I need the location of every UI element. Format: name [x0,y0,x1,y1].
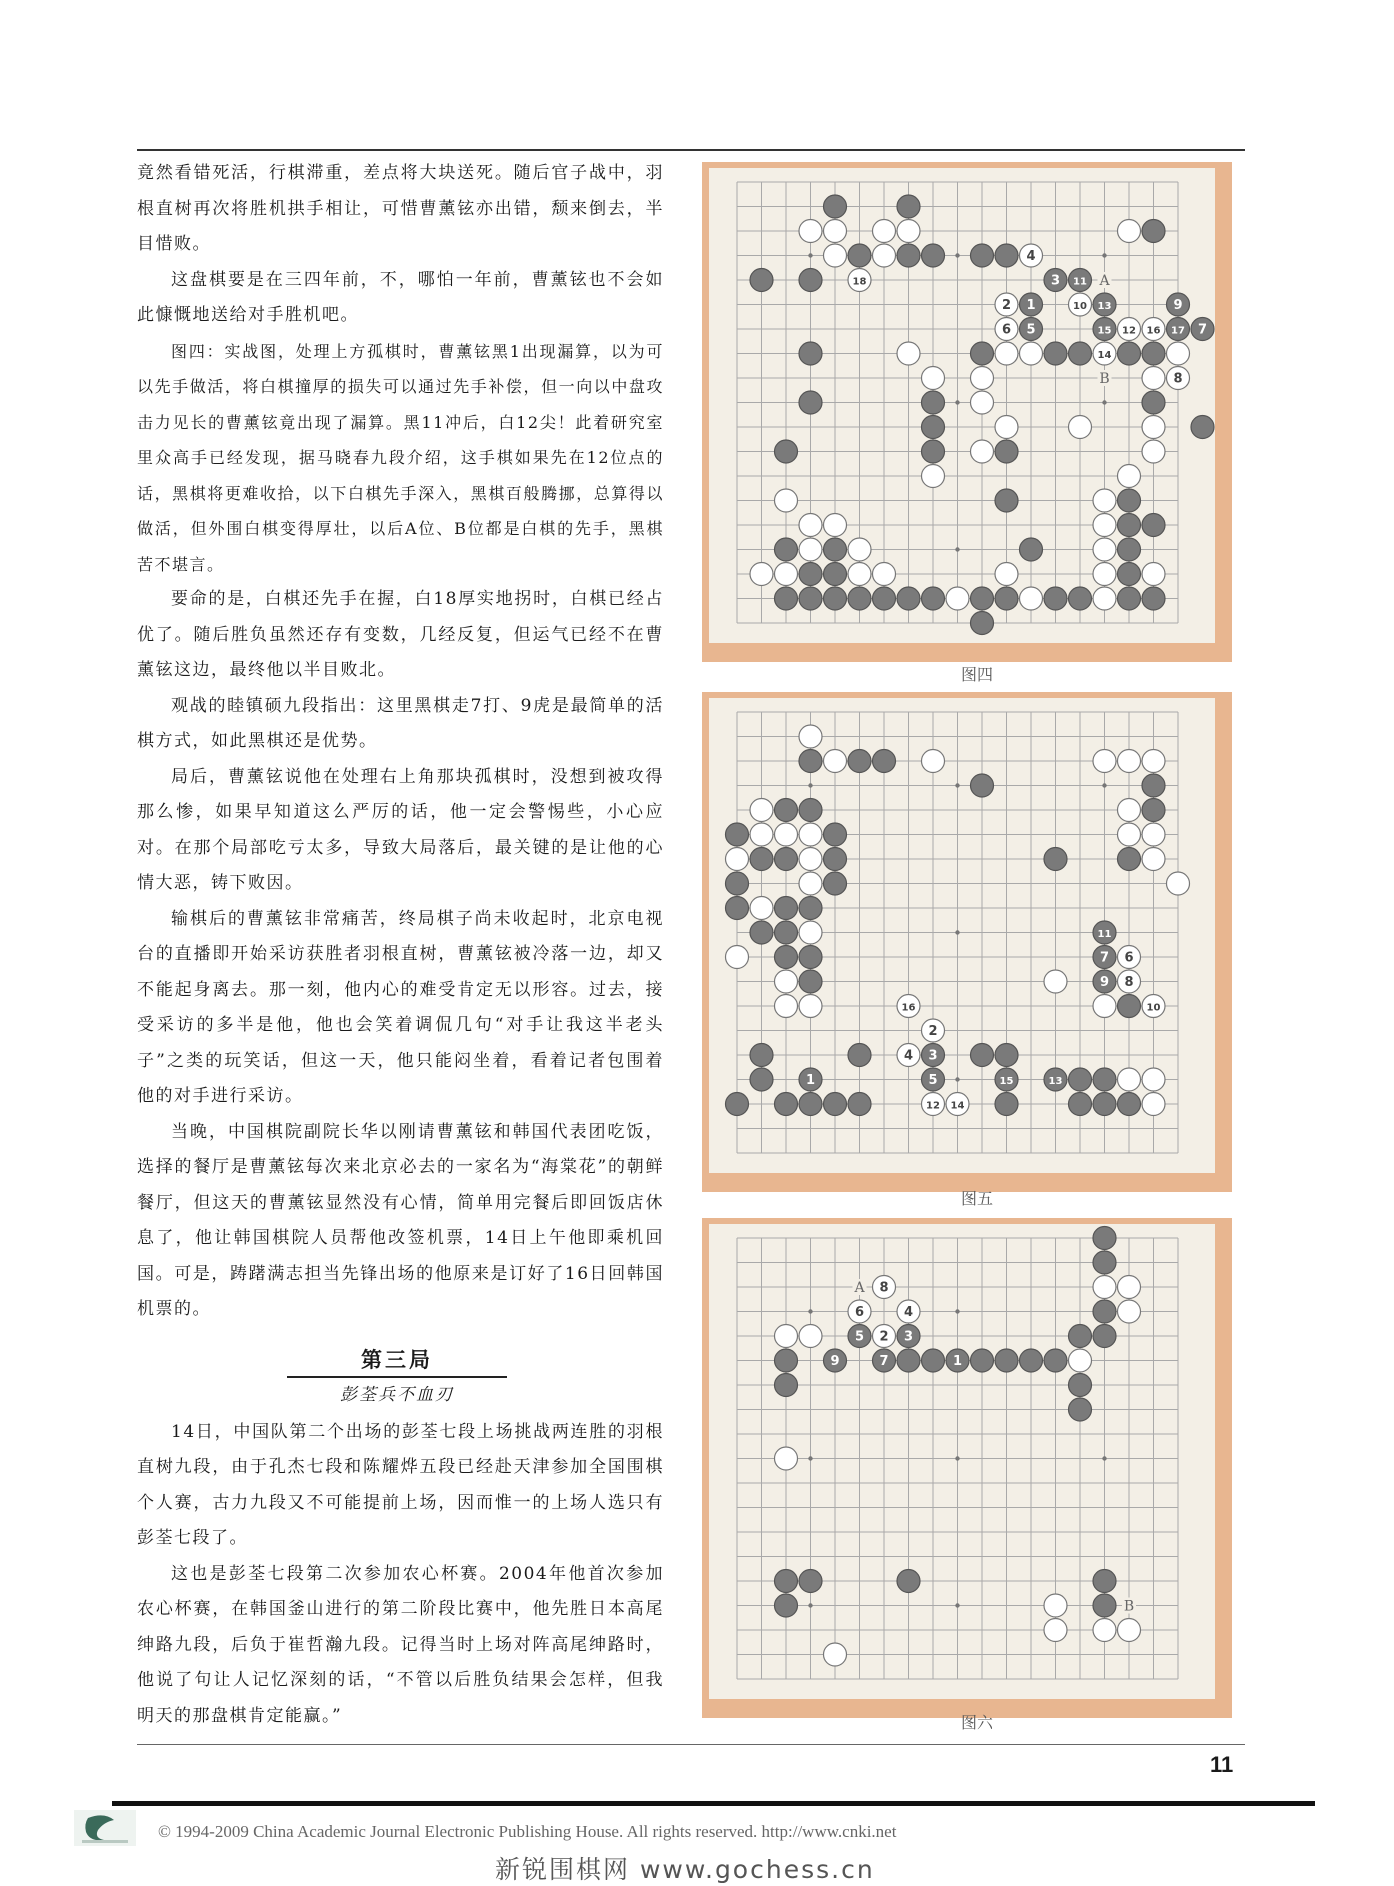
white-stone [873,244,896,267]
black-stone [848,244,871,267]
white-stone [848,538,871,561]
go-diagram-5 [702,692,1232,1192]
white-stone [897,342,920,365]
white-stone [1020,342,1043,365]
white-stone [1093,587,1116,610]
black-stone [971,587,994,610]
move-number-label: 6 [1001,322,1012,338]
paragraph-figure4-note: 图四：实战图，处理上方孤棋时，曹薰铉黑1出现漏算，以为可以先手做活，将白棋撞厚的损失可以通过先手补偿，但一向以中盘攻击力见长的曹薰铉竟出现了漏算。黑11冲后，白12尖！此着研究室里众高手已经发现，据马晓春九段介绍，这手棋如果先在12位点的话，黑棋将更难收拾，以下白棋先手深入，黑棋百般腾挪，总算得以做活，但外围白棋变得厚壮，以后A位、B位都是白棋的先手，黑棋苦不堪言。 [137,341,664,574]
move-number-label: 6 [1124,950,1134,966]
white-stone [873,563,896,586]
black-stone [1142,391,1165,414]
black-stone [775,1570,798,1593]
white-stone [1118,220,1141,243]
white-stone [1093,995,1116,1018]
black-stone [775,799,798,822]
black-stone [750,269,773,292]
white-stone [1044,1619,1067,1642]
black-stone [1118,1093,1141,1116]
black-stone [971,1044,994,1067]
black-stone [1020,538,1043,561]
black-stone [775,946,798,969]
white-stone [995,342,1018,365]
black-stone [1093,1068,1116,1091]
black-stone [995,587,1018,610]
move-number-label: 12 [926,1100,940,1112]
black-stone [824,563,847,586]
black-stone [726,872,749,895]
black-stone [1118,489,1141,512]
white-stone [1142,1068,1165,1091]
article-column [137,156,664,1734]
black-stone [799,750,822,773]
move-number-label: 8 [1124,975,1134,990]
move-number-label: 8 [879,1280,889,1296]
black-stone [971,342,994,365]
black-stone [775,1374,798,1397]
black-stone [775,1594,798,1617]
white-stone [873,220,896,243]
black-stone [1093,1300,1116,1323]
move-number-label: 9 [830,1354,840,1369]
black-stone [775,921,798,944]
white-stone [995,416,1018,439]
white-stone [1142,750,1165,773]
point-letter-label: B [1099,371,1110,387]
black-stone [971,1349,994,1372]
go-board-6 [702,1218,1232,1718]
black-stone [1020,1349,1043,1372]
black-stone [971,612,994,635]
white-stone [946,587,969,610]
black-stone [824,823,847,846]
move-number-label: 15 [999,1076,1014,1087]
black-stone [1069,1398,1092,1421]
white-stone [1118,750,1141,773]
black-stone [799,1093,822,1116]
site-watermark: 新锐围棋网 www.gochess.cn [495,1855,875,1884]
white-stone [775,995,798,1018]
white-stone [1093,1276,1116,1299]
move-number-label: 1 [952,1354,963,1369]
black-stone [1142,220,1165,243]
black-stone [1118,538,1141,561]
white-stone [1093,538,1116,561]
move-number-label: 6 [854,1305,865,1320]
black-stone [1142,342,1165,365]
black-stone [897,195,920,218]
black-stone [995,440,1018,463]
white-stone [1118,1276,1141,1299]
black-stone [824,587,847,610]
white-stone [897,220,920,243]
move-number-label: 4 [903,1305,914,1320]
move-number-label: 13 [1097,301,1112,312]
point-letter-label: B [1123,1598,1135,1615]
section-subtitle: 彭荃兵不血刃 [340,1384,454,1405]
black-stone [971,244,994,267]
caption-figure-6: 图六 [960,1713,993,1732]
black-stone [1069,1093,1092,1116]
section-title: 第三局 [287,1344,507,1378]
white-stone [799,872,822,895]
move-number-label: 16 [1146,325,1161,337]
black-stone [995,489,1018,512]
black-stone [1093,1325,1116,1348]
white-stone [1069,416,1092,439]
black-stone [1093,1594,1116,1617]
white-stone [1142,416,1165,439]
white-stone [848,563,871,586]
white-stone [775,1447,798,1470]
go-board-4 [702,162,1232,662]
black-stone [995,244,1018,267]
black-stone [775,440,798,463]
go-diagram-6 [702,1218,1232,1718]
white-stone [1093,1619,1116,1642]
white-stone [1142,1093,1165,1116]
black-stone [848,1044,871,1067]
move-number-label: 12 [1122,325,1136,337]
black-stone [1118,587,1141,610]
black-stone [775,587,798,610]
white-stone [1093,514,1116,537]
black-stone [1118,848,1141,871]
white-stone [1118,1068,1141,1091]
white-stone [1020,587,1043,610]
caption-figure-5: 图五 [960,1189,993,1208]
black-stone [775,1093,798,1116]
black-stone [1142,774,1165,797]
black-stone [750,848,773,871]
black-stone [922,391,945,414]
paragraph-8: 当晚，中国棋院副院长华以刚请曹薰铉和韩国代表团吃饭，选择的餐厅是曹薰铉每次来北京必去的一家名为“海棠花”的朝鲜餐厅，但这天的曹薰铉显然没有心情，简单用完餐后即回饭店休息了，他让韩国棋院人员帮他改签机票，14日上午他即乘机回国。可是，踌躇满志担当先锋出场的他原来是订好了16日回韩国机票的。 [137,1121,664,1319]
black-stone [995,1093,1018,1116]
move-number-label: 2 [928,1024,938,1039]
white-stone [750,823,773,846]
black-stone [1142,514,1165,537]
black-stone [1118,342,1141,365]
move-number-label: 3 [903,1329,914,1345]
black-stone [799,269,822,292]
white-stone [995,563,1018,586]
go-board-5 [702,692,1232,1192]
move-number-label: 2 [1001,298,1012,313]
white-stone [799,995,822,1018]
black-stone [873,587,896,610]
black-stone [1044,587,1067,610]
black-stone [750,1044,773,1067]
white-stone [971,391,994,414]
black-stone [799,1570,822,1593]
white-stone [1118,823,1141,846]
move-number-label: 2 [879,1329,889,1345]
black-stone [897,244,920,267]
move-number-label: 1 [805,1073,816,1088]
white-stone [1093,489,1116,512]
white-stone [1069,1349,1092,1372]
white-stone [750,563,773,586]
black-stone [1093,1570,1116,1593]
paragraph-9: 14日，中国队第二个出场的彭荃七段上场挑战两连胜的羽根直树九段，由于孔杰七段和陈耀烨五段已经赴天津参加全国围棋个人赛，古力九段又不可能提前上场，因而惟一的上场人选只有彭荃七段了。 [137,1421,664,1548]
point-letter-label: A [1099,273,1110,289]
black-stone [897,1570,920,1593]
move-number-label: 3 [928,1048,938,1064]
move-number-label: 10 [1073,301,1087,312]
cnki-logo-icon [74,1810,136,1846]
paragraph-10: 这也是彭荃七段第二次参加农心杯赛。2004年他首次参加农心杯赛，在韩国釜山进行的第二阶段比赛中，他先胜日本高尾绅路九段，后负于崔哲瀚九段。记得当时上场对阵高尾绅路时，他说了句让人记忆深刻的话，“不管以后胜负结果会怎样，但我明天的那盘棋肯定能赢。” [137,1563,664,1726]
white-stone [971,367,994,390]
paragraph-1: 竟然看错死活，行棋滞重，差点将大块送死。随后官子战中，羽根直树再次将胜机拱手相让，可惜曹薰铉亦出错，颓来倒去，半目惜败。 [137,163,664,254]
black-stone [1142,799,1165,822]
move-number-label: 11 [1097,929,1112,940]
black-stone [922,1349,945,1372]
white-stone [799,921,822,944]
black-stone [848,1093,871,1116]
black-stone [799,897,822,920]
black-stone [1044,342,1067,365]
move-number-label: 5 [1026,322,1036,338]
black-stone [799,563,822,586]
black-stone [873,750,896,773]
black-stone [1069,1374,1092,1397]
black-stone [824,848,847,871]
white-stone [775,823,798,846]
black-stone [922,416,945,439]
white-stone [824,244,847,267]
white-stone [1142,367,1165,390]
move-number-label: 4 [903,1048,914,1064]
paragraph-6: 局后，曹薰铉说他在处理右上角那块孤棋时，没想到被攻得那么惨，如果早知道这么严厉的话，他一定会警惕些，小心应对。在那个局部吃亏太多，导致大局落后，最关键的是让他的心情大恶，铸下败因。 [137,766,664,893]
black-stone [1142,587,1165,610]
white-stone [1118,465,1141,488]
top-rule [137,149,1245,151]
black-stone [995,1044,1018,1067]
move-number-label: 14 [950,1100,965,1112]
black-stone [775,848,798,871]
move-number-label: 4 [1026,249,1036,264]
black-stone [775,1349,798,1372]
white-stone [750,799,773,822]
white-stone [726,848,749,871]
move-number-label: 3 [1050,273,1061,289]
move-number-label: 7 [1099,950,1110,966]
white-stone [1044,970,1067,993]
white-stone [1142,563,1165,586]
white-stone [1142,848,1165,871]
black-stone [775,897,798,920]
white-stone [1044,1594,1067,1617]
white-stone [1142,440,1165,463]
black-stone [995,1349,1018,1372]
move-number-label: 14 [1097,350,1112,361]
white-stone [824,220,847,243]
black-stone [799,970,822,993]
white-stone [726,946,749,969]
black-stone [726,1093,749,1116]
white-stone [1118,799,1141,822]
black-stone [922,440,945,463]
move-number-label: 5 [928,1073,938,1088]
black-stone [971,774,994,797]
white-stone [799,514,822,537]
white-stone [799,848,822,871]
white-stone [775,970,798,993]
white-stone [775,489,798,512]
go-diagram-4 [702,162,1232,662]
white-stone [824,1643,847,1666]
white-stone [799,823,822,846]
black-stone [848,750,871,773]
black-stone [799,587,822,610]
black-stone [1118,514,1141,537]
footer-heavy-rule [112,1801,1315,1806]
black-stone [897,1349,920,1372]
black-stone [1069,1325,1092,1348]
black-stone [1069,342,1092,365]
white-stone [775,1325,798,1348]
move-number-label: 1 [1026,298,1036,313]
white-stone [824,514,847,537]
black-stone [799,946,822,969]
bottom-rule [137,1744,1245,1745]
move-number-label: 16 [901,1002,916,1014]
move-number-label: 17 [1171,325,1185,337]
black-stone [1044,1349,1067,1372]
white-stone [1093,563,1116,586]
black-stone [1044,848,1067,871]
move-number-label: 10 [1146,1002,1161,1014]
black-stone [1093,1251,1116,1274]
caption-figure-4: 图四 [960,665,993,684]
move-number-label: 8 [1173,371,1183,387]
white-stone [750,897,773,920]
black-stone [799,391,822,414]
white-stone [824,750,847,773]
white-stone [922,750,945,773]
white-stone [799,725,822,748]
black-stone [1093,1093,1116,1116]
black-stone [726,897,749,920]
paragraph-5: 观战的睦镇硕九段指出：这里黑棋走7打、9虎是最简单的活棋方式，如此黑棋还是优势。 [137,695,664,751]
white-stone [799,1325,822,1348]
white-stone [799,538,822,561]
white-stone [922,367,945,390]
black-stone [1069,1068,1092,1091]
black-stone [824,872,847,895]
black-stone [1118,995,1141,1018]
move-number-label: 7 [879,1354,889,1369]
black-stone [1069,587,1092,610]
black-stone [848,587,871,610]
white-stone [922,465,945,488]
move-number-label: 13 [1048,1076,1063,1087]
black-stone [824,195,847,218]
move-number-label: 18 [852,276,867,288]
black-stone [775,538,798,561]
black-stone [1191,416,1214,439]
paragraph-2: 这盘棋要是在三四年前，不，哪怕一年前，曹薰铉也不会如此慷慨地送给对手胜机吧。 [137,269,664,325]
black-stone [922,587,945,610]
white-stone [1118,1619,1141,1642]
black-stone [1093,1227,1116,1250]
move-number-label: 9 [1099,975,1110,990]
black-stone [750,921,773,944]
black-stone [726,823,749,846]
white-stone [1167,872,1190,895]
white-stone [971,440,994,463]
move-number-label: 9 [1173,298,1183,313]
black-stone [1118,563,1141,586]
black-stone [750,1068,773,1091]
paragraph-7: 输棋后的曹薰铉非常痛苦，终局棋子尚未收起时，北京电视台的直播即开始采访获胜者羽根直树，曹薰铉被冷落一边，却又不能起身离去。那一刻，他内心的难受肯定无以形容。过去，接受采访的多半是他，他也会笑着调侃几句“对手让我这半老头子”之类的玩笑话，但这一天，他只能闷坐着，看着记者包围着他的对手进行采访。 [137,908,664,1106]
copyright-line: © 1994-2009 China Academic Journal Electronic Publishing House. All rights reserved. http://www.cnki.net [158,1822,897,1841]
black-stone [922,244,945,267]
move-number-label: 15 [1097,325,1112,337]
white-stone [799,220,822,243]
white-stone [775,563,798,586]
white-stone [1093,750,1116,773]
black-stone [799,342,822,365]
point-letter-label: A [854,1280,865,1296]
move-number-label: 11 [1073,276,1087,288]
black-stone [824,538,847,561]
paragraph-4: 要命的是，白棋还先手在握，白18厚实地拐时，白棋已经占优了。随后胜负虽然还存有变数，几经反复，但运气已经不在曹薰铉这边，最终他以半目败北。 [137,589,664,680]
move-number-label: 5 [854,1329,865,1345]
white-stone [1167,342,1190,365]
move-number-label: 7 [1197,322,1208,338]
black-stone [824,1093,847,1116]
page-number: 11 [1210,1752,1234,1777]
black-stone [897,587,920,610]
white-stone [1118,1300,1141,1323]
white-stone [1142,823,1165,846]
black-stone [799,799,822,822]
